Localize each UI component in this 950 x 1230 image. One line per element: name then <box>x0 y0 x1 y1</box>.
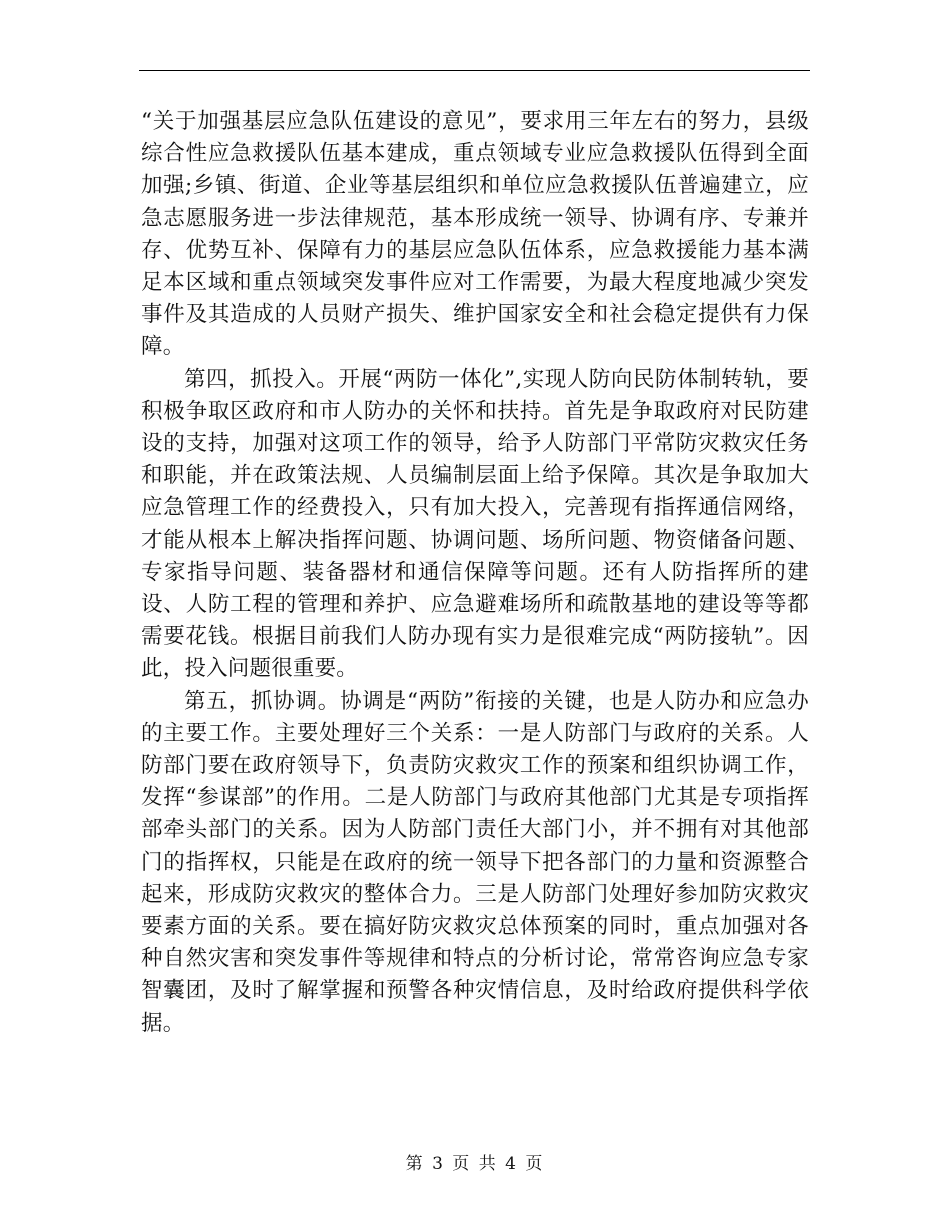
document-body <box>141 106 809 1040</box>
header-rule <box>139 70 810 71</box>
paragraph-investment: 第四，抓投入。开展“两防一体化”,实现人防向民防体制转轨，要积极争取区政府和市人防办的关怀和扶持。首先是争取政府对民防建设的支持，加强对这项工作的领导，给予人防部门平常防灾救灾任务和职能，并在政策法规、人员编制层面上给予保障。其次是争取加大应急管理工作的经费投入，只有加大投入，完善现有指挥通信网络，才能从根本上解决指挥问题、协调问题、场所问题、物资储备问题、专家指导问题、装备器材和通信保障等问题。还有人防指挥所的建设、人防工程的管理和养护、应急避难场所和疏散基地的建设等等都需要花钱。根据目前我们人防办现有实力是很难完成“两防接轨”。因此，投入问题很重要。 <box>141 366 809 682</box>
paragraph-continued: “关于加强基层应急队伍建设的意见”，要求用三年左右的努力，县级综合性应急救援队伍基本建成，重点领域专业应急救援队伍得到全面加强;乡镇、街道、企业等基层组织和单位应急救援队伍普遍建立，应急志愿服务进一步法律规范，基本形成统一领导、协调有序、专兼并存、优势互补、保障有力的基层应急队伍体系，应急救援能力基本满足本区域和重点领域突发事件应对工作需要，为最大程度地减少突发事件及其造成的人员财产损失、维护国家安全和社会稳定提供有力保障。 <box>141 109 809 360</box>
paragraph-coordination: 第五，抓协调。协调是“两防”衔接的关键，也是人防办和应急办的主要工作。主要处理好三个关系：一是人防部门与政府的关系。人防部门要在政府领导下，负责防灾救灾工作的预案和组织协调工作，发挥“参谋部”的作用。二是人防部门与政府其他部门尤其是专项指挥部牵头部门的关系。因为人防部门责任大部门小，并不拥有对其他部门的指挥权，只能是在政府的统一领导下把各部门的力量和资源整合起来，形成防灾救灾的整体合力。三是人防部门处理好参加防灾救灾要素方面的关系。要在搞好防灾救灾总体预案的同时，重点加强对各种自然灾害和突发事件等规律和特点的分析讨论，常常咨询应急专家智囊团，及时了解掌握和预警各种灾情信息，及时给政府提供科学依据。 <box>141 688 809 1036</box>
page-number-footer: 第 3 页 共 4 页 <box>405 1154 545 1174</box>
